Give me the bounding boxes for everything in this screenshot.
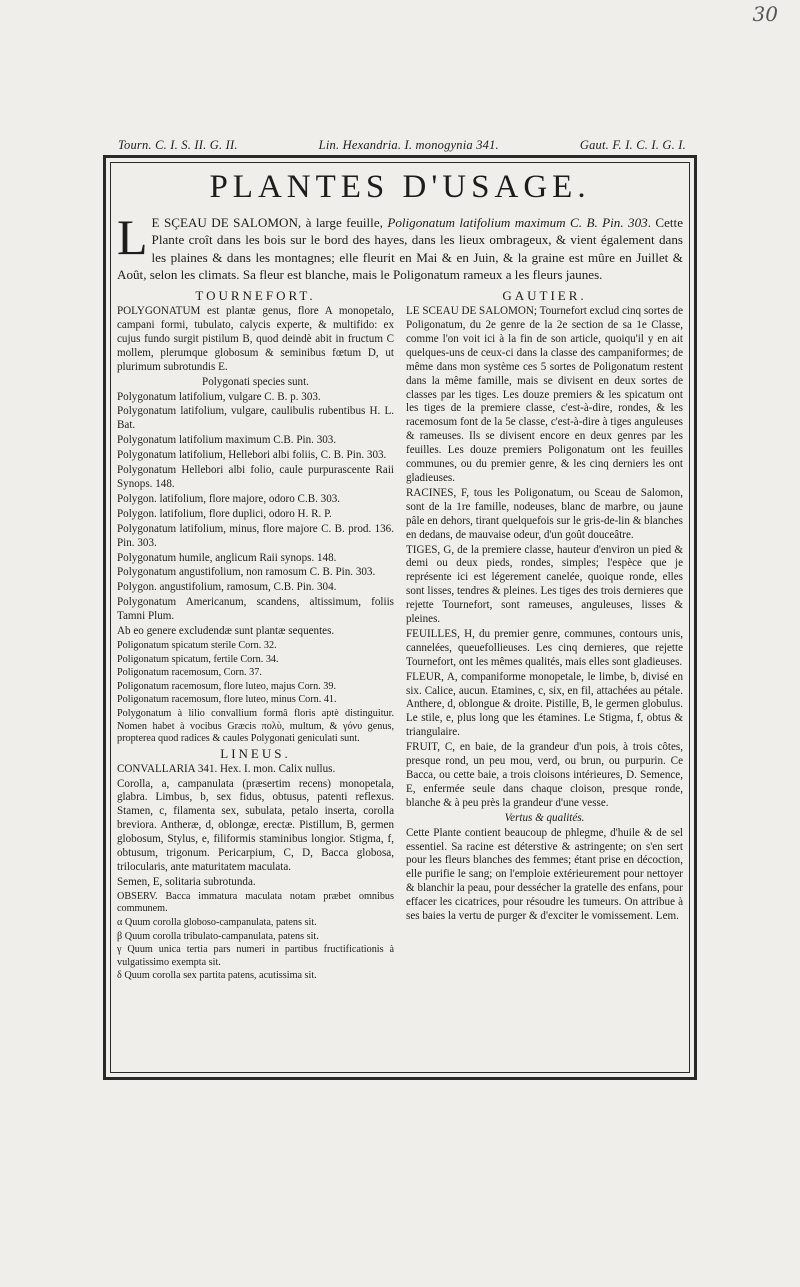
lineus-p: β Quum corolla tribulato-campanulata, patens sit. bbox=[117, 930, 319, 942]
lineus-p: CONVALLARIA 341. Hex. I. mon. Calix nullus. bbox=[117, 762, 336, 775]
tournefort-p: Poligonatum spicatum sterile Corn. 32. bbox=[117, 639, 277, 651]
intro-text-1: , à large feuille, bbox=[297, 215, 388, 230]
gautier-p: FLEUR, A, companiforme monopetale, le limbe, b, divisé en six. Calice, aucun. Etamines, c, six, en fil, attachées au pétale. Anthere, d, oblongue & droite. Pistille, B, le germen globulus. Le stile, e, plus long que les étamines. Le Stigma, f, obtus & triangulaire. bbox=[406, 670, 683, 739]
tournefort-p: Polygonatum humile, anglicum Raii synops. 148. bbox=[117, 551, 337, 564]
gautier-heading: GAUTIER. bbox=[502, 288, 587, 304]
header-left: Tourn. C. I. S. II. G. II. bbox=[118, 138, 238, 152]
gautier-p: RACINES, F, tous les Poligonatum, ou Sceau de Salomon, sont de la 1re famille, nodeuses, blanc de marbre, ou jaune pâle en dehors, tirant quelquefois sur le gris-de-lin & blanches en dedans, de mauvaise odeur, d'un goût douceâtre. bbox=[406, 486, 683, 541]
tournefort-p: Polygonatum latifolium maximum C.B. Pin. 303. bbox=[117, 434, 337, 447]
tournefort-p: Polygonatum latifolium, vulgare C. B. p. 303. bbox=[117, 390, 321, 403]
tournefort-p: Polygon. latifolium, flore duplici, odoro H. R. P. bbox=[117, 507, 332, 520]
tournefort-p: Polygonatum latifolium, minus, flore majore C. B. prod. 136. Pin. 303. bbox=[117, 522, 394, 549]
gautier-p: TIGES, G, de la premiere classe, hauteur d'environ un pied & demi ou deux pieds, rondes, simples; l'espèce que je représente ici est légerement canelée, quoique ronde, elles sont lisses, tendres & pleines. Les tiges des trois dernieres que rejette Tournefort, sont rameuses, anguleuses, lisses & pleines. bbox=[406, 543, 683, 626]
lineus-heading: LINEUS. bbox=[220, 745, 291, 761]
gautier-subheading: Vertus & qualités. bbox=[504, 811, 585, 824]
gautier-p: LE SCEAU DE SALOMON; Tournefort exclud cinq sortes de Poligonatum, du 2e genre de la 2e section de sa 1e Classe, comme l'on voit ici à la fin de son article, quoiqu'il y en ait quelques-uns de ceux-ci dans la classe des campaniformes; de même dans mon système ces 5 sortes de Poligonatum restent dans la même famille, mais se divisent en deux sortes de classes par les tiges. Les douze premiers & les spicatum ont les tiges de la premiere classe, c'est-à-dire, rondes, & les racemosum font de la 5e classe, c'est-à-dire à tiges anguleuses & rameuses. Ils se divisent encore en deux genres par les feuilles. Les douze premiers Poligonatum ont les feuilles communes, ou du premier genre, & les cinq derniers les ont gladieuses. bbox=[406, 305, 683, 484]
header-right: Gaut. F. I. C. I. G. I. bbox=[579, 138, 686, 152]
tournefort-p: Polygonatum latifolium, Hellebori albi foliis, C. B. Pin. 303. bbox=[117, 449, 387, 462]
tournefort-column bbox=[117, 289, 394, 984]
gautier-p: FEUILLES, H, du premier genre, communes, contours unis, cannelées, queuefollieuses. Les cinq dernieres, que rejette Tournefort, ont les mêmes qualités, mais elles sont gladieuses. bbox=[406, 627, 683, 668]
lineus-p: Semen, E, solitaria subrotunda. bbox=[117, 875, 256, 888]
tournefort-p: Poligonatum spicatum, fertile Corn. 34. bbox=[117, 653, 279, 665]
tournefort-p: Polygonatum Hellebori albi folio, caule purpurascente Raii Synops. 148. bbox=[117, 464, 394, 490]
tournefort-p: Polygonatum à lilio convallium formâ floris aptè distinguitur. Nomen habet à vocibus Græcis πολὺ, multum, & γόνυ genus, propterea quod radices & caules Polygonati geniculati sunt. bbox=[117, 707, 394, 745]
tournefort-p: Poligonatum racemosum, flore luteo, minus Corn. 41. bbox=[117, 694, 337, 706]
gautier-p: FRUIT, C, en baie, de la grandeur d'un pois, à trois côtes, presque rond, un peu mou, verd, ou brun, ou purpurin. Ce Bacca, ou cette baie, a trois cloisons intérieures, D. Semence, E, enfermée seule dans chaque cloison, presque ronde, blanche & à peu près la grandeur d'une vesse. bbox=[406, 741, 683, 809]
tournefort-p: Polygonatum latifolium, vulgare, caulibulis rubentibus H. L. Bat. bbox=[117, 405, 394, 432]
gautier-p: Cette Plante contient beaucoup de phlegme, d'huile & de sel essentiel. Sa racine est déterstive & astringente; on s'en sert pour les fleurs blanches des femmes; étant prise en décoction, elle purifie le sang; on l'emploie extérieurement pour nettoyer & blanchir la peau, pour dessécher la gratelle des enfans, pour effacer les cicatrices, pour résoudre les tumeurs. On attribue à ses baies la vertu de purger & d'exciter le vomissement. Lem. bbox=[406, 826, 683, 923]
lineus-p: γ Quum unica tertia pars numeri in partibus fructificationis à vulgatissimo exempta sit. bbox=[117, 944, 394, 968]
lineus-p: Corolla, a, campanulata (præsertim recens) monopetala, glabra. Limbus, b, sex fidus, obtusus, patenti reflexus. Stamen, c, filamenta sex, subulata, petalo inserta, corolla breviora. Antheræ, d, oblongæ, erectæ. Pistillum, B, germen globosum, Stylus, e, filiformis staminibus longior. Stigma, f, obtusum, trigonum. Pericarpium, C, D, Bacca globosa, trilocularis, ante maturitatem maculata. bbox=[117, 777, 394, 873]
tournefort-p: Ab eo genere excludendæ sunt plantæ sequentes. bbox=[117, 625, 335, 638]
two-columns bbox=[117, 289, 683, 984]
intro-paragraph bbox=[117, 209, 684, 283]
tournefort-p: Polygonatum angustifolium, non ramosum C. B. Pin. 303. bbox=[117, 566, 376, 579]
page-content bbox=[117, 165, 683, 984]
lineus-p: δ Quum corolla sex partita patens, acutissima sit. bbox=[117, 970, 317, 982]
drop-cap: L bbox=[117, 209, 148, 265]
header-center: Lin. Hexandria. I. monogynia 341. bbox=[318, 138, 499, 152]
tournefort-p: Polygonati species sunt. bbox=[202, 375, 309, 388]
tournefort-p: Polygon. angustifolium, ramosum, C.B. Pin. 304. bbox=[117, 581, 337, 594]
lineus-p: OBSERV. Bacca immatura maculata notam præbet omnibus communem. bbox=[117, 890, 394, 915]
tournefort-p: Poligonatum racemosum, flore luteo, majus Corn. 39. bbox=[117, 680, 336, 692]
page-title: PLANTES D'USAGE. bbox=[209, 169, 591, 205]
intro-latin-name: Poligonatum latifolium maximum C. B. Pin. 303 bbox=[387, 215, 648, 230]
header-line bbox=[118, 138, 686, 153]
tournefort-p: Polygon. latifolium, flore majore, odoro C.B. 303. bbox=[117, 492, 341, 505]
gautier-column bbox=[406, 289, 683, 984]
tournefort-p: Poligonatum racemosum, Corn. 37. bbox=[117, 667, 262, 679]
tournefort-p: Polygonatum Americanum, scandens, altissimum, foliis Tamni Plum. bbox=[117, 596, 394, 623]
tournefort-heading: TOURNEFORT. bbox=[195, 288, 316, 304]
intro-text-2: . Cette Plante croît dans les bois sur le bord des hayes, dans les lieux ombrageux, & vient également dans les plaines & dans les montagnes; elle fleurit en Mai & en Juin, & la graine est mûre en Juillet & Août, selon les climats. Sa fleur est blanche, mais le Poligonatum rameux a les fleurs jaunes. bbox=[117, 215, 684, 282]
plant-name: E SÇEAU DE SALOMON bbox=[151, 215, 298, 230]
lineus-p: α Quum corolla globoso-campanulata, patens sit. bbox=[117, 916, 317, 928]
tournefort-p: POLYGONATUM est plantæ genus, flore A monopetalo, campani formi, tubulato, calycis experte, & multifido: ex cujus fundo surgit pistilum B, quod deindè abit in fructum C mollem, plerumque globosum & seminibus fœtum D, ut plurimum subrotundis E. bbox=[117, 305, 394, 373]
page-number: 30 bbox=[752, 2, 778, 26]
